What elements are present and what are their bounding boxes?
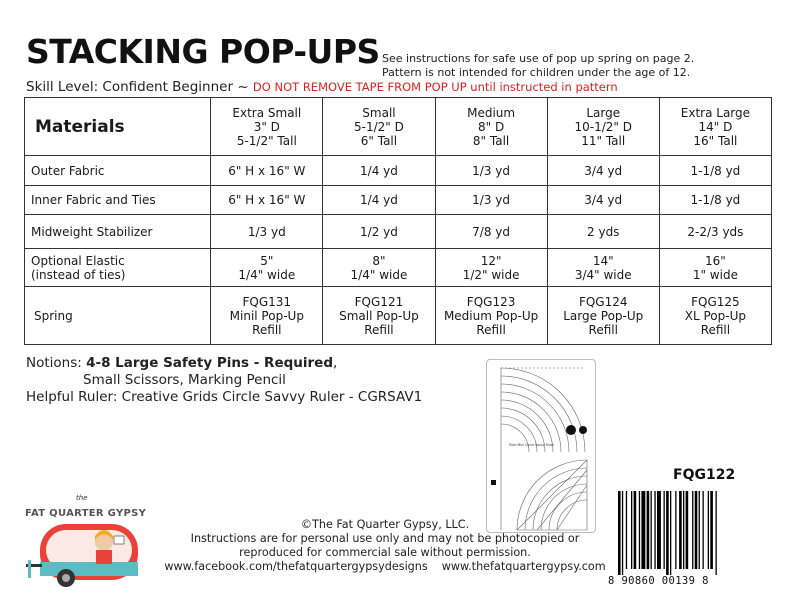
copyright: ©The Fat Quarter Gypsy, LLC. bbox=[300, 518, 470, 531]
barcode-digits: 8 90860 00139 8 bbox=[608, 575, 709, 587]
table-cell: 1/3 yd bbox=[211, 215, 323, 249]
facebook-link[interactable]: www.facebook.com/thefatquartergypsydesigns bbox=[164, 560, 428, 573]
materials-heading: Materials bbox=[25, 98, 211, 156]
size-column-header: Medium 8" D 8" Tall bbox=[435, 98, 547, 156]
website-link[interactable]: www.thefatquartergypsy.com bbox=[441, 560, 606, 573]
table-cell: FQG121 Small Pop-Up Refill bbox=[323, 287, 435, 345]
notions-other: Small Scissors, Marking Pencil bbox=[83, 372, 286, 388]
table-cell: FQG125 XL Pop-Up Refill bbox=[659, 287, 771, 345]
table-cell: 1-1/8 yd bbox=[659, 156, 771, 186]
table-row bbox=[25, 287, 772, 345]
notions-prefix: Notions: bbox=[26, 355, 87, 371]
row-label: Outer Fabric bbox=[25, 156, 211, 186]
table-row bbox=[25, 186, 772, 215]
brand-the: the bbox=[76, 494, 88, 502]
table-cell: 1/2 yd bbox=[323, 215, 435, 249]
table-cell: 16" 1" wide bbox=[659, 249, 771, 287]
materials-table bbox=[24, 97, 772, 345]
table-cell: 1/4 yd bbox=[323, 156, 435, 186]
row-label: Optional Elastic (instead of ties) bbox=[25, 249, 211, 287]
table-row bbox=[25, 215, 772, 249]
table-cell: 1/3 yd bbox=[435, 156, 547, 186]
table-cell: 6" H x 16" W bbox=[211, 186, 323, 215]
table-cell: FQG124 Large Pop-Up Refill bbox=[547, 287, 659, 345]
size-column-header: Small 5-1/2" D 6" Tall bbox=[323, 98, 435, 156]
footer bbox=[150, 518, 620, 574]
table-cell: 3/4 yd bbox=[547, 186, 659, 215]
brand-name: FAT QUARTER GYPSY bbox=[25, 508, 147, 519]
circle-ruler-icon bbox=[487, 360, 597, 534]
table-cell: FQG131 Minil Pop-Up Refill bbox=[211, 287, 323, 345]
ruler-image bbox=[486, 359, 596, 533]
table-cell: 1/4 yd bbox=[323, 186, 435, 215]
skill-level-text: Skill Level: Confident Beginner ~ bbox=[26, 79, 253, 95]
size-column-header: Extra Small 3" D 5-1/2" Tall bbox=[211, 98, 323, 156]
table-cell: 6" H x 16" W bbox=[211, 156, 323, 186]
age-warning-note: Pattern is not intended for children under the age of 12. bbox=[382, 66, 691, 79]
table-cell: 7/8 yd bbox=[435, 215, 547, 249]
size-column-header: Large 10-1/2" D 11" Tall bbox=[547, 98, 659, 156]
page-title: STACKING POP-UPS bbox=[26, 32, 380, 71]
table-cell: 2 yds bbox=[547, 215, 659, 249]
table-cell: 12" 1/2" wide bbox=[435, 249, 547, 287]
product-code: FQG122 bbox=[673, 467, 736, 483]
spring-safety-note: See instructions for safe use of pop up spring on page 2. bbox=[382, 52, 695, 65]
table-cell: 1-1/8 yd bbox=[659, 186, 771, 215]
usage-notice-2: reproduced for commercial sale without permission. bbox=[239, 546, 531, 559]
helpful-ruler: Helpful Ruler: Creative Grids Circle Savvy Ruler - CGRSAV1 bbox=[26, 389, 423, 405]
table-row bbox=[25, 156, 772, 186]
table-cell: FQG123 Medium Pop-Up Refill bbox=[435, 287, 547, 345]
table-cell: 3/4 yd bbox=[547, 156, 659, 186]
table-cell: 5" 1/4" wide bbox=[211, 249, 323, 287]
usage-notice: Instructions are for personal use only and may not be photocopied or bbox=[190, 532, 580, 545]
notions: Notions: 4-8 Large Safety Pins - Required, Small Scissors, Marking Pencil Helpful Ruler: Creative Grids Circle Savvy Ruler - CGRSAV1 bbox=[26, 355, 423, 405]
table-cell: 14" 3/4" wide bbox=[547, 249, 659, 287]
table-cell: 8" 1/4" wide bbox=[323, 249, 435, 287]
table-cell: 2-2/3 yds bbox=[659, 215, 771, 249]
table-cell: 1/3 yd bbox=[435, 186, 547, 215]
svg-text:Slice Mini Circle Savvy Ruler: Slice Mini Circle Savvy Ruler bbox=[509, 443, 554, 447]
size-column-header: Extra Large 14" D 16" Tall bbox=[659, 98, 771, 156]
skill-level bbox=[26, 79, 618, 95]
row-label: Inner Fabric and Ties bbox=[25, 186, 211, 215]
tape-warning: DO NOT REMOVE TAPE FROM POP UP until instructed in pattern bbox=[252, 80, 618, 94]
row-label: Spring bbox=[25, 287, 211, 345]
table-row bbox=[25, 249, 772, 287]
required-pins: 4-8 Large Safety Pins - Required bbox=[86, 355, 333, 371]
row-label: Midweight Stabilizer bbox=[25, 215, 211, 249]
barcode-icon bbox=[618, 491, 746, 575]
